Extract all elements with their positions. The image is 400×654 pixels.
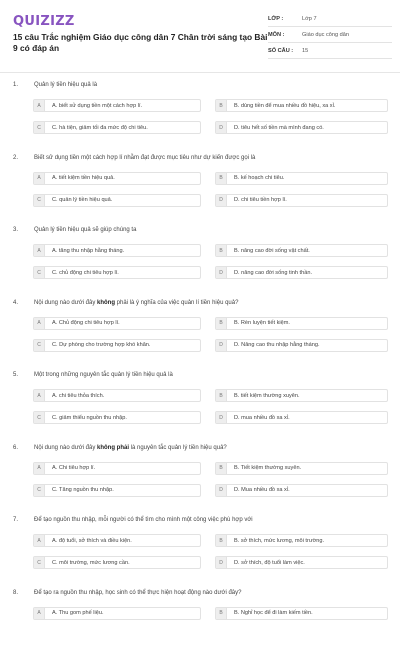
option-letter: C <box>34 122 45 133</box>
option-d[interactable] <box>215 411 388 424</box>
option-text: D. Mua nhiều đồ xa xỉ. <box>234 487 290 493</box>
option-letter: D <box>216 485 227 496</box>
option-letter: C <box>34 195 45 206</box>
option-letter: C <box>34 340 45 351</box>
option-letter: A <box>34 608 45 619</box>
option-text: A. tiết kiệm tiền hiệu quả. <box>52 175 115 181</box>
option-text: B. Tiết kiệm thường xuyên. <box>234 465 301 471</box>
option-text: D. tiêu hết số tiền mà mình đang có. <box>234 125 324 131</box>
option-text: A. chi tiêu thỏa thích. <box>52 393 104 399</box>
option-text: D. Nâng cao thu nhập hằng tháng. <box>234 342 320 348</box>
option-text: A. Chi tiêu hợp lí. <box>52 465 95 471</box>
option-text: C. hà tiện, giảm tối đa mức độ chi tiêu. <box>52 125 148 131</box>
question-number: 4. <box>13 300 18 306</box>
option-c[interactable] <box>33 484 201 497</box>
option-text: A. độ tuổi, sở thích và điều kiện. <box>52 538 132 544</box>
question-number: 2. <box>13 155 18 161</box>
question-text: Nội dung nào dưới đây không phải là ý nghĩa của việc quản lí tiền hiệu quả? <box>34 300 389 306</box>
option-text: A. tăng thu nhập hằng tháng. <box>52 248 124 254</box>
option-b[interactable] <box>215 244 388 257</box>
question-text: Một trong những nguyên tắc quản lý tiền hiệu quả là <box>34 372 389 378</box>
option-letter: C <box>34 485 45 496</box>
option-a[interactable] <box>33 244 201 257</box>
meta-key: SỐ CÂU : <box>268 48 302 54</box>
option-letter: D <box>216 267 227 278</box>
question-item <box>0 509 400 582</box>
option-c[interactable] <box>33 411 201 424</box>
question-item <box>0 74 400 147</box>
option-a[interactable] <box>33 534 201 547</box>
option-d[interactable] <box>215 194 388 207</box>
meta-value: Giáo dục công dân <box>302 32 349 38</box>
option-letter: A <box>34 463 45 474</box>
option-letter: C <box>34 557 45 568</box>
option-letter: A <box>34 318 45 329</box>
option-letter: A <box>34 100 45 111</box>
option-letter: B <box>216 245 227 256</box>
option-text: A. Thu gom phế liệu. <box>52 610 104 616</box>
question-item <box>0 219 400 292</box>
option-text: C. môi trường, mức lương cần. <box>52 560 130 566</box>
option-letter: A <box>34 535 45 546</box>
question-text: Quản lý tiền hiệu quả sẽ giúp chúng ta <box>34 227 389 233</box>
option-c[interactable] <box>33 121 201 134</box>
option-c[interactable] <box>33 556 201 569</box>
option-text: B. Rèn luyện tiết kiệm. <box>234 320 290 326</box>
option-a[interactable] <box>33 462 201 475</box>
option-letter: C <box>34 267 45 278</box>
question-text: Để tạo ra nguồn thu nhập, học sinh có thể thực hiện hoạt động nào dưới đây? <box>34 590 389 596</box>
question-number: 8. <box>13 590 18 596</box>
option-text: B. dùng tiền để mua nhiều đồ hiệu, xa xỉ. <box>234 103 335 109</box>
option-letter: D <box>216 195 227 206</box>
option-b[interactable] <box>215 99 388 112</box>
option-c[interactable] <box>33 266 201 279</box>
option-text: D. mua nhiều đồ xa xỉ. <box>234 415 290 421</box>
option-d[interactable] <box>215 121 388 134</box>
option-text: D. sở thích, độ tuổi làm việc. <box>234 560 305 566</box>
option-text: A. biết sử dụng tiền một cách hợp lí. <box>52 103 142 109</box>
option-text: C. chủ động chi tiêu hợp lí. <box>52 270 119 276</box>
option-letter: B <box>216 608 227 619</box>
option-a[interactable] <box>33 607 201 620</box>
question-text: Quản lý tiền hiệu quả là <box>34 82 389 88</box>
quizizz-logo: QUIZIZZ <box>13 14 75 29</box>
worksheet-header <box>0 0 400 72</box>
option-letter: A <box>34 390 45 401</box>
option-a[interactable] <box>33 172 201 185</box>
option-a[interactable] <box>33 99 201 112</box>
question-number: 7. <box>13 517 18 523</box>
worksheet-title: 15 câu Trắc nghiệm Giáo dục công dân 7 Chân trời sáng tạo Bài 9 có đáp án <box>13 32 271 54</box>
option-b[interactable] <box>215 389 388 402</box>
option-c[interactable] <box>33 339 201 352</box>
option-text: C. giảm thiểu nguồn thu nhập. <box>52 415 127 421</box>
option-letter: D <box>216 340 227 351</box>
question-number: 6. <box>13 445 18 451</box>
option-d[interactable] <box>215 484 388 497</box>
option-text: C. Tăng nguồn thu nhập. <box>52 487 114 493</box>
option-a[interactable] <box>33 317 201 330</box>
question-text: Nội dung nào dưới đây không phải là nguyên tắc quản lý tiền hiệu quả? <box>34 445 389 451</box>
meta-value: 15 <box>302 48 308 54</box>
question-item <box>0 582 400 654</box>
option-text: C. Dự phòng cho trường hợp khó khăn. <box>52 342 150 348</box>
question-text: Để tạo nguồn thu nhập, mỗi người có thể tìm cho mình một công việc phù hợp với <box>34 517 389 523</box>
option-b[interactable] <box>215 462 388 475</box>
option-letter: D <box>216 412 227 423</box>
meta-row-grade <box>268 12 392 27</box>
option-a[interactable] <box>33 389 201 402</box>
option-letter: B <box>216 463 227 474</box>
meta-row-count <box>268 44 392 59</box>
question-item <box>0 437 400 510</box>
meta-key: LỚP : <box>268 16 302 22</box>
option-b[interactable] <box>215 607 388 620</box>
option-letter: B <box>216 318 227 329</box>
option-letter: D <box>216 557 227 568</box>
option-text: C. quản lý tiền hiệu quả. <box>52 197 112 203</box>
option-text: D. nâng cao đời sống tinh thần. <box>234 270 312 276</box>
option-letter: B <box>216 390 227 401</box>
question-number: 1. <box>13 82 18 88</box>
option-letter: D <box>216 122 227 133</box>
option-text: B. kế hoạch chi tiêu. <box>234 175 284 181</box>
option-b[interactable] <box>215 172 388 185</box>
header-divider <box>0 72 400 73</box>
option-d[interactable] <box>215 339 388 352</box>
meta-value: Lớp 7 <box>302 16 317 22</box>
question-number: 3. <box>13 227 18 233</box>
meta-key: MÔN : <box>268 32 302 38</box>
option-text: B. tiết kiệm thường xuyên. <box>234 393 300 399</box>
option-letter: B <box>216 535 227 546</box>
option-text: A. Chủ động chi tiêu hợp lí. <box>52 320 120 326</box>
question-number: 5. <box>13 372 18 378</box>
question-item <box>0 292 400 365</box>
option-d[interactable] <box>215 556 388 569</box>
meta-row-subject <box>268 28 392 43</box>
option-text: D. chi tiêu tiền hợp lí. <box>234 197 287 203</box>
question-item <box>0 147 400 220</box>
worksheet-meta <box>268 12 392 60</box>
option-b[interactable] <box>215 317 388 330</box>
option-letter: A <box>34 245 45 256</box>
option-letter: C <box>34 412 45 423</box>
option-letter: A <box>34 173 45 184</box>
option-letter: B <box>216 173 227 184</box>
option-text: B. nâng cao đời sống vật chất. <box>234 248 310 254</box>
question-text: Biết sử dụng tiền một cách hợp lí nhằm đạt được mục tiêu như dự kiến được gọi là <box>34 155 389 161</box>
option-b[interactable] <box>215 534 388 547</box>
option-letter: B <box>216 100 227 111</box>
question-list <box>0 74 400 654</box>
option-d[interactable] <box>215 266 388 279</box>
question-item <box>0 364 400 437</box>
option-c[interactable] <box>33 194 201 207</box>
option-text: B. Nghỉ học để đi làm kiếm tiền. <box>234 610 313 616</box>
option-text: B. sở thích, mức lương, môi trường. <box>234 538 324 544</box>
